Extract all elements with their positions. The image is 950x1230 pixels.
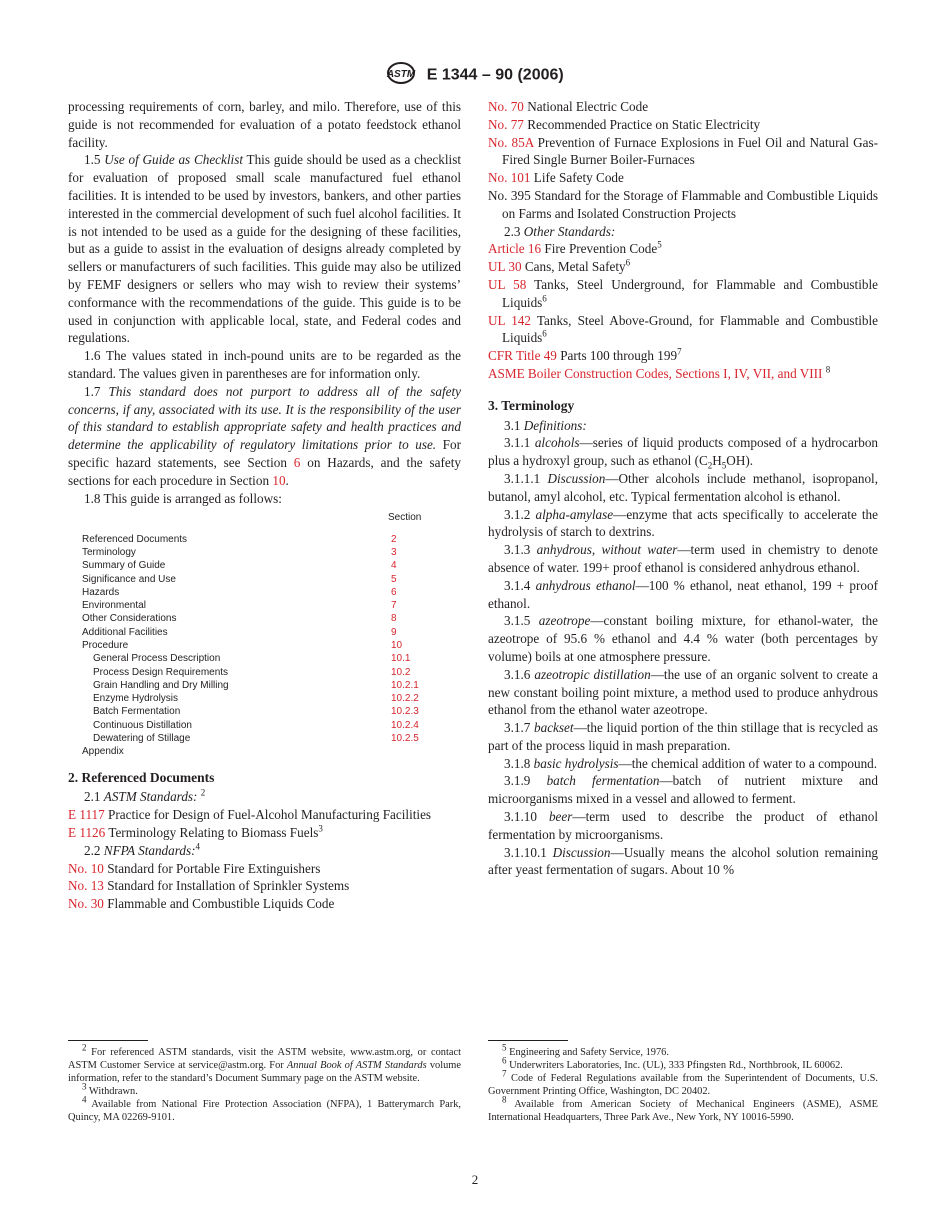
nfpa-ref-item (488, 98, 878, 116)
section-3-1: 3.1 Definitions: (504, 417, 587, 433)
other-ref-title: Tanks, Steel Underground, for Flammable and Combustible Liquids (502, 276, 879, 310)
astm-ref-title: Terminology Relating to Biomass Fuels (108, 825, 319, 841)
other-ref-title: Tanks, Steel Above-Ground, for Flammable and Combustible Liquids (502, 312, 879, 346)
outline-section-link[interactable]: 10.2.3 (391, 706, 419, 718)
definition-3-1-8: 3.1.8 basic hydrolysis—the chemical addition of water to a compound. (504, 755, 878, 771)
outline-row (68, 599, 461, 612)
outline-row (68, 652, 461, 665)
outline-section-link[interactable]: 10.2.2 (391, 693, 419, 705)
section-2-1: 2.1 ASTM Standards: $^2$ (84, 788, 206, 805)
definition-3-1-3: 3.1.3 anhydrous, without water—term used in chemistry to denote absence of water. 199+ proof ethanol is considered anhydrous ethanol. (488, 542, 879, 575)
outline-row (68, 612, 461, 625)
outline-section-link[interactable]: 3 (391, 546, 397, 558)
footnote-3: $^3$ Withdrawn. (82, 1081, 138, 1097)
other-ref-link[interactable]: UL 30 (488, 259, 522, 275)
outline-row (68, 745, 461, 758)
section-outline (68, 511, 461, 758)
astm-ref-item (68, 806, 461, 824)
footnote-mark: 8 (825, 364, 831, 375)
outline-row (68, 679, 461, 692)
footnotes-right (488, 1042, 878, 1124)
section-1-7: 1.7 This standard does not purport to address all of the safety concerns, if any, associated with its use. It is the responsibility of the user of this standard to establish appropriate safety and health practices and determine the applicability of regulatory limitations prior to use. For specific hazard statements, see Section 6 on Hazards, and the safety sections for each procedure in Section 10. (68, 383, 462, 488)
outline-row (68, 692, 461, 705)
section-3-heading: 3. Terminology (488, 397, 575, 413)
outline-label: Environmental (82, 600, 146, 612)
section-1-8: 1.8 This guide is arranged as follows: (84, 490, 282, 506)
right-column (488, 98, 878, 879)
outline-label: Procedure (82, 640, 129, 651)
footnote-mark: 5 (657, 239, 662, 250)
footnote-4: $^4$ Available from National Fire Protection Association (NFPA), 1 Batterymarch Park, Quincy, MA 02269-9101. (68, 1094, 461, 1123)
nfpa-ref-title: Standard for Installation of Sprinkler Systems (107, 878, 350, 894)
nfpa-ref-link[interactable]: No. 101 (488, 170, 531, 186)
nfpa-ref-link[interactable]: No. 70 (488, 99, 524, 114)
footnote-8: $^8$ Available from American Society of Mechanical Engineers (ASME), ASME International Headquarters, Three Park Ave., New York, NY 10016-5990. (488, 1094, 878, 1123)
outline-row (68, 586, 461, 599)
other-ref-item (488, 312, 878, 348)
outline-label: Hazards (82, 586, 120, 598)
nfpa-ref-title: Recommended Practice on Static Electricity (527, 116, 761, 132)
nfpa-ref-item (488, 134, 878, 170)
nfpa-ref-title: Standard for Portable Fire Extinguishers (107, 860, 321, 876)
astm-ref-title: Practice for Design of Fuel-Alcohol Manufacturing Facilities (108, 807, 432, 823)
definition-3-1-10-1: 3.1.10.1 Discussion—Usually means the alcohol solution remaining after yeast fermentation of sugars. About 10 % (488, 844, 879, 878)
other-ref-item (488, 240, 878, 258)
section-10-link[interactable]: 10 (272, 472, 286, 488)
outline-section-link[interactable]: 10 (391, 640, 403, 651)
astm-ref-link[interactable]: E 1117 (68, 807, 105, 823)
other-ref-title: Parts 100 through 199 (560, 348, 678, 364)
footnote-6: $^6$ Underwriters Laboratories, Inc. (UL), 333 Pfingsten Rd., Northbrook, IL 60062. (502, 1055, 843, 1071)
designation: E 1344 – 90 (2006) (426, 66, 564, 84)
definition-3-1-10: 3.1.10 beer—term used to describe the product of ethanol fermentation by microorganisms. (488, 809, 879, 842)
outline-section-link[interactable]: 2 (391, 533, 397, 545)
footnote-rule-left (68, 1040, 148, 1041)
definition-3-1-2: 3.1.2 alpha-amylase—enzyme that acts specifically to accelerate the hydrolysis of starch to dextrins. (488, 506, 878, 540)
outline-header: Section (388, 512, 422, 524)
outline-section-link[interactable]: 10.2.4 (391, 719, 419, 731)
astm-logo-icon (386, 62, 416, 89)
outline-row (68, 573, 461, 586)
footnote-mark: 3 (318, 823, 323, 834)
nfpa-ref-title: National Electric Code (527, 99, 649, 114)
other-ref-title: Fire Prevention Code (544, 241, 658, 257)
outline-section-link[interactable]: 4 (391, 560, 397, 572)
outline-section-link[interactable]: 8 (391, 613, 397, 625)
outline-section-link[interactable]: 5 (391, 573, 397, 585)
footnote-mark: 6 (542, 293, 547, 304)
other-ref-title: Cans, Metal Safety (524, 259, 626, 275)
outline-row (68, 719, 461, 732)
outline-row (68, 626, 461, 639)
nfpa-ref-title: Prevention of Furnace Explosions in Fuel Oil and Natural Gas-Fired Single Burner Boiler-Furnaces (502, 134, 879, 168)
footnote-5: $^5$ Engineering and Safety Service, 1976. (502, 1042, 669, 1058)
outline-label: General Process Description (93, 653, 221, 665)
other-ref-item (488, 276, 878, 312)
section-1-5: 1.5 Use of Guide as Checklist This guide should be used as a checklist for evaluation of proposed small scale manufactured fuel ethanol facilities. It is intended to be used by investors, bankers, and other parties interested in the commercial development of such fuel alcohol facilities. It is not intended to be used as a guide for the designing of these facilities, but as a guide to assist in the evaluation of designs already completed by sellers or manufacturers of such facilities. This guide may also be utilized by FEMF designers or sellers who may wish to review their systems’ conformance with the recommendations of the guide. This guide is to be used in conjunction with applicable local, state, and Federal codes and regulations. (68, 152, 461, 346)
page-number: 2 (471, 1172, 479, 1187)
outline-row (68, 639, 461, 652)
definition-3-1-1: 3.1.1 alcohols—series of liquid products composed of a hydrocarbon plus a hydroxyl group, such as ethanol $(C_2H_5OH)$. (488, 435, 879, 471)
definition-3-1-1-1: 3.1.1.1 Discussion—Other alcohols include methanol, isopropanol, butanol, amyl alcohol, etc. Typical fermentation alcohol is ethanol. (488, 470, 878, 504)
other-ref-link[interactable]: UL 58 (488, 276, 527, 292)
footnote-rule-right (488, 1040, 568, 1041)
nfpa-ref-item (488, 169, 878, 187)
outline-label: Grain Handling and Dry Milling (93, 679, 229, 691)
nfpa-ref-link[interactable]: No. 13 (68, 878, 104, 894)
nfpa-ref-link[interactable]: No. 77 (488, 116, 524, 132)
outline-row (68, 732, 461, 745)
footnotes-left (68, 1042, 461, 1124)
outline-section-link[interactable]: 10.2.5 (391, 733, 419, 745)
section-2-2: 2.2 NFPA Standards:$^4$ (84, 841, 200, 858)
outline-label: Appendix (82, 746, 124, 758)
nfpa-395: No. 395 Standard for the Storage of Flammable and Combustible Liquids on Farms and Isolated Construction Projects (488, 187, 878, 221)
outline-label: Summary of Guide (82, 560, 166, 572)
outline-label: Batch Fermentation (93, 706, 181, 718)
nfpa-ref-link[interactable]: No. 10 (68, 860, 104, 876)
other-ref-link[interactable]: UL 142 (488, 312, 531, 328)
section-2-heading: 2. Referenced Documents (68, 769, 215, 785)
outline-label: Enzyme Hydrolysis (93, 693, 179, 705)
section-6-link[interactable]: 6 (293, 454, 301, 470)
astm-ref-link[interactable]: E 1126 (68, 825, 106, 841)
footnote-2: $^2$ For referenced ASTM standards, visit the ASTM website, www.astm.org, or contact ASTM Customer Service at service@astm.org. For Annual Book of ASTM Standards volume information, refer to the standard’s Document Summary page on the ASTM website. (68, 1042, 461, 1084)
definition-3-1-9: 3.1.9 batch fermentation—batch of nutrient mixture and microorganisms mixed in a vessel and allowed to ferment. (488, 773, 878, 807)
left-column (68, 98, 461, 913)
section-1-6: 1.6 The values stated in inch-pound units are to be regarded as the standard. The values given in parentheses are for information only. (68, 348, 461, 381)
definition-3-1-6: 3.1.6 azeotropic distillation—the use of an organic solvent to create a new constant boiling point mixture, a method used to produce anhydrous ethanol from the ethanol water azeotrope. (488, 666, 878, 718)
definition-3-1-7: 3.1.7 backset—the liquid portion of the thin stillage that is recycled as part of the process liquid in mash preparation. (488, 720, 879, 753)
outline-section-link[interactable]: 10.2.1 (391, 679, 419, 691)
outline-label: Continuous Distillation (93, 719, 192, 731)
definition-3-1-5: 3.1.5 azeotrope—constant boiling mixture, for ethanol-water, the azeotrope of 95.6 % ethanol and 4.4 % water (both percentages by volume) boils at one atmosphere pressure. (488, 613, 878, 664)
other-ref-link[interactable]: Article 16 (488, 241, 542, 257)
nfpa-ref-item (68, 877, 461, 895)
outline-label: Referenced Documents (82, 533, 188, 545)
outline-label: Process Design Requirements (93, 666, 229, 678)
definition-3-1-4: 3.1.4 anhydrous ethanol—100 % ethanol, neat ethanol, 199 + proof ethanol. (488, 577, 878, 611)
outline-label: Dewatering of Stillage (93, 733, 191, 745)
other-ref-link[interactable]: ASME Boiler Construction Codes, Sections I, IV, VII, and VIII (488, 365, 823, 381)
paragraph-continued: processing requirements of corn, barley, and milo. Therefore, use of this guide is not recommended for evaluation of a potato feedstock ethanol facility. (68, 99, 461, 150)
section-2-3: 2.3 Other Standards: (504, 223, 616, 239)
footnote-mark: 6 (625, 257, 631, 268)
footnote-mark: 7 (677, 346, 682, 357)
nfpa-ref-item (68, 895, 461, 913)
page-header (0, 62, 950, 89)
nfpa-ref-title: Flammable and Combustible Liquids Code (107, 896, 335, 912)
nfpa-ref-link[interactable]: No. 85A (488, 134, 534, 150)
nfpa-ref-item (68, 860, 461, 878)
outline-row (68, 705, 461, 718)
other-ref-item (488, 258, 878, 276)
nfpa-ref-item (488, 116, 878, 134)
outline-section-link[interactable]: 6 (391, 586, 397, 598)
outline-label: Other Considerations (82, 613, 177, 625)
outline-section-link[interactable]: 10.1 (391, 653, 411, 665)
svg-text:ASTM: ASTM (387, 69, 416, 80)
astm-ref-item (68, 824, 461, 842)
outline-label: Terminology (82, 546, 136, 558)
outline-row (68, 533, 461, 546)
outline-label: Additional Facilities (82, 626, 168, 638)
nfpa-ref-link[interactable]: No. 30 (68, 896, 104, 912)
outline-row (68, 546, 461, 559)
other-ref-item (488, 365, 878, 383)
outline-section-link[interactable]: 9 (391, 626, 397, 638)
nfpa-ref-title: Life Safety Code (533, 170, 624, 186)
other-ref-item (488, 347, 878, 365)
outline-section-link[interactable]: 10.2 (391, 666, 411, 678)
footnote-7: $^7$ Code of Federal Regulations available from the Superintendent of Documents, U.S. Government Printing Office, Washington, DC 20402. (488, 1068, 878, 1097)
outline-label: Significance and Use (82, 573, 176, 585)
other-ref-link[interactable]: CFR Title 49 (488, 348, 557, 364)
outline-row (68, 559, 461, 572)
outline-row (68, 666, 461, 679)
outline-section-link[interactable]: 7 (391, 600, 397, 612)
footnote-mark: 6 (542, 328, 547, 339)
